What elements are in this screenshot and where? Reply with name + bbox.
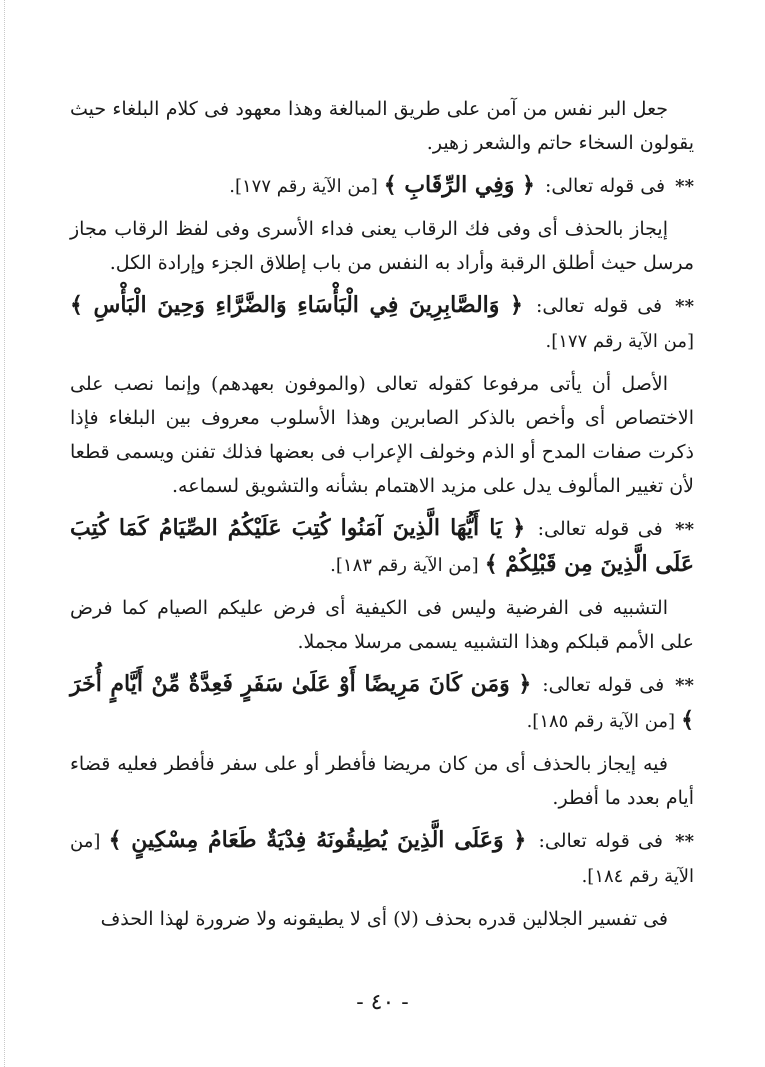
asterisk-marker: ** bbox=[675, 176, 694, 197]
verse-reference: [من الآية رقم ١٨٤]. bbox=[70, 831, 694, 887]
commentary-paragraph: التشبيه فى الفرضية وليس فى الكيفية أى فرض عليكم الصيام كما فرض على الأمم قبلكم وهذا التشبيه يسمى مرسلا مجملا. bbox=[70, 597, 694, 653]
page-number: - ٤٠ - bbox=[356, 990, 409, 1015]
commentary-paragraph: إيجاز بالحذف أى وفى فك الرقاب يعنى فداء الأسرى وفى لفظ الرقاب مجاز مرسل حيث أطلق الرقبة وأراد به النفس من باب إطلاق الجزء وإرادة الكل. bbox=[70, 218, 694, 274]
page-edge-divider bbox=[4, 0, 6, 1067]
verse-heading bbox=[70, 823, 694, 894]
commentary-paragraph: فى تفسير الجلالين قدره بحذف (لا) أى لا يطيقونه ولا ضرورة لهذا الحذف bbox=[100, 908, 668, 930]
asterisk-marker: ** bbox=[675, 519, 694, 540]
quran-verse: ﴿ يَا أَيُّهَا الَّذِينَ آمَنُوا كُتِبَ عَلَيْكُمُ الصِّيَامُ كَمَا كُتِبَ عَلَى الَّذِينَ مِن قَبْلِكُمْ ﴾ bbox=[70, 515, 694, 577]
page-body-text bbox=[70, 92, 694, 944]
verse-intro: فى قوله تعالى: bbox=[538, 830, 663, 852]
commentary-paragraph: الأصل أن يأتى مرفوعا كقوله تعالى (والموفون بعهدهم) وإنما نصب على الاختصاص أى وأخص بالذكر الصابرين وهذا الأسلوب معروف بين البلغاء فإذا ذكرت صفات المدح أو الذم وخولف الإعراب فى بعضها فذلك تفنن ويسمى قطعا لأن تغيير المألوف يدل على مزيد الاهتمام بشأنه والتشويق لسماعه. bbox=[70, 373, 694, 497]
verse-intro: فى قوله تعالى: bbox=[544, 175, 666, 197]
quran-verse: ﴿ وَفِي الرِّقَابِ ﴾ bbox=[383, 172, 535, 198]
asterisk-marker: ** bbox=[675, 675, 694, 696]
asterisk-marker: ** bbox=[675, 831, 694, 852]
commentary-paragraph: فيه إيجاز بالحذف أى من كان مريضا فأفطر أو على سفر فأفطر فعليه قضاء أيام بعدد ما أفطر. bbox=[70, 753, 694, 809]
verse-reference: [من الآية رقم ١٨٥]. bbox=[526, 711, 676, 732]
verse-reference: [من الآية رقم ١٧٧]. bbox=[545, 331, 694, 352]
asterisk-marker: ** bbox=[675, 296, 694, 317]
verse-heading bbox=[70, 168, 694, 204]
verse-reference: [من الآية رقم ١٧٧]. bbox=[229, 176, 378, 197]
verse-intro: فى قوله تعالى: bbox=[535, 295, 663, 317]
verse-intro: فى قوله تعالى: bbox=[542, 674, 665, 696]
verse-heading bbox=[70, 511, 694, 583]
quran-verse: ﴿ وَعَلَى الَّذِينَ يُطِيقُونَهُ فِدْيَةٌ طَعَامُ مِسْكِينٍ ﴾ bbox=[108, 827, 527, 853]
verse-heading bbox=[70, 288, 694, 359]
quran-verse: ﴿ وَمَن كَانَ مَرِيضًا أَوْ عَلَىٰ سَفَرٍ فَعِدَّةٌ مِّنْ أَيَّامٍ أُخَرَ ﴾ bbox=[70, 671, 694, 733]
verse-heading bbox=[70, 667, 694, 739]
verse-intro: فى قوله تعالى: bbox=[537, 518, 663, 540]
commentary-paragraph: جعل البر نفس من آمن على طريق المبالغة وهذا معهود فى كلام البلغاء حيث يقولون السخاء حاتم والشعر زهير. bbox=[70, 98, 694, 154]
verse-reference: [من الآية رقم ١٨٣]. bbox=[330, 555, 479, 576]
quran-verse: ﴿ وَالصَّابِرِينَ فِي الْبَأْسَاءِ وَالضَّرَّاءِ وَحِينَ الْبَأْسِ ﴾ bbox=[70, 292, 523, 318]
